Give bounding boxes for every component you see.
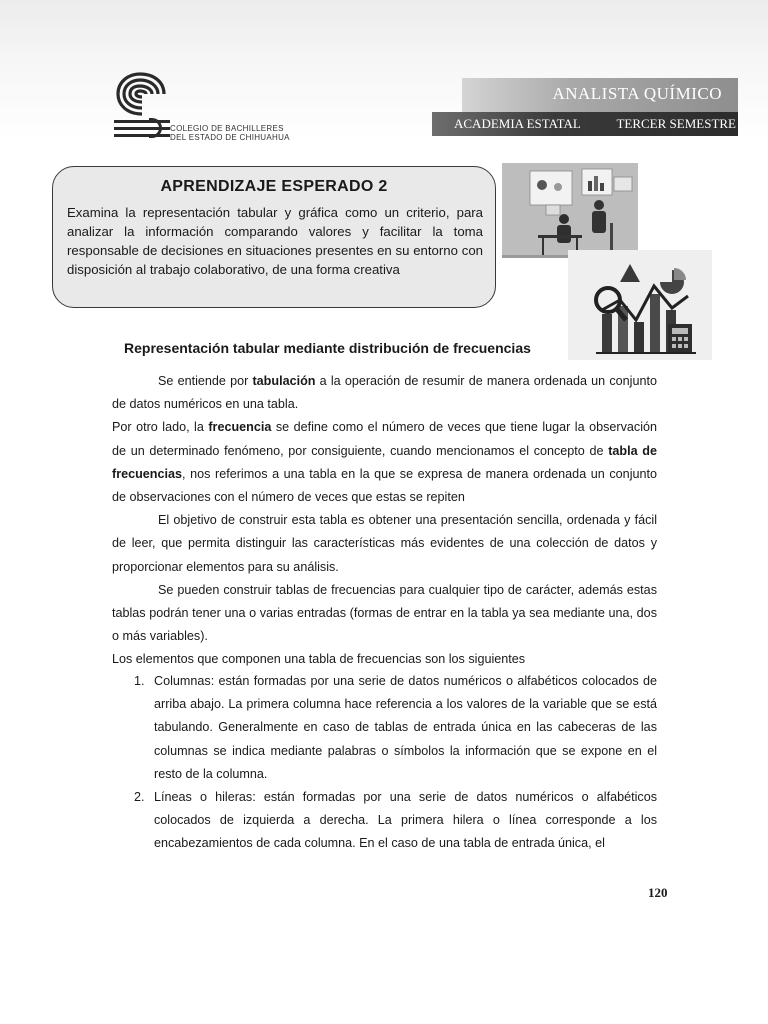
banner-title: ANALISTA QUÍMICO xyxy=(552,84,722,103)
paragraph-frecuencia: Por otro lado, la frecuencia se define como el número de veces que tiene lugar la observación de un determinado fenómeno, por consiguiente, cuando mencionamos el concepto de tabla de frecuencias, nos referimos a una tabla en la que se expresa de manera ordenada un conjunto de observaciones con el número de veces que estas se repiten xyxy=(112,420,657,505)
header-banner xyxy=(432,78,738,138)
analytics-illustration xyxy=(568,250,712,360)
list-item xyxy=(124,670,657,786)
list-item-number: 1. xyxy=(134,674,145,688)
learning-outcome-title: APRENDIZAJE ESPERADO 2 xyxy=(160,178,388,195)
banner-academia: ACADEMIA ESTATAL xyxy=(454,116,581,131)
list-item-text: Líneas o hileras: están formadas por una serie de datos numéricos o alfabéticos colocados de izquierda a derecha. La primera hilera o línea corresponde a los encabezamientos de cada columna. En el caso de una tabla de entrada única, el xyxy=(154,790,657,851)
list-item xyxy=(124,786,657,856)
institution-name xyxy=(170,124,290,142)
institution-line-2: DEL ESTADO DE CHIHUAHUA xyxy=(170,133,290,142)
banner-semestre: TERCER SEMESTRE xyxy=(616,116,736,131)
learning-outcome-box xyxy=(52,166,496,308)
list-item-number: 2. xyxy=(134,790,145,805)
body-text xyxy=(112,370,657,648)
banner-bottom-bar xyxy=(432,112,738,136)
learning-outcome-text: Examina la representación tabular y gráfica como un criterio, para analizar la información comparando valores y facilitar la toma responsable de decisiones en situaciones presentes en su entorno con disposición al trabajo colaborativo, de una forma creativa xyxy=(67,205,483,277)
institution-logo-icon xyxy=(112,70,172,142)
paragraph-construir: Se pueden construir tablas de frecuencias para cualquier tipo de carácter, además estas tablas podrán tener una o varias entradas (formas de entrar en la tabla ya sea mediante una, dos o más variables). xyxy=(112,582,657,644)
institution-line-1: COLEGIO DE BACHILLERES xyxy=(170,124,284,133)
list-item-text: Columnas: están formadas por una serie de datos numéricos o alfabéticos colocados de arriba abajo. La primera columna hace referencia a los valores de la variable que se está tabulando. Generalmente en caso de tablas de entrada única en las cabeceras de las columnas se indica mediante palabras o símbolos la información que se expone en el resto de la columna. xyxy=(154,674,657,781)
paragraph-objetivo: El objetivo de construir esta tabla es obtener una presentación sencilla, ordenada y fácil de leer, que permita distinguir las características más evidentes de una colección de datos y proporcionar elementos para su análisis. xyxy=(112,513,657,574)
paragraph-tabulacion: Se entiende por tabulación a la operación de resumir de manera ordenada un conjunto de datos numéricos en una tabla. xyxy=(112,374,657,412)
elements-list xyxy=(124,670,657,856)
presentation-illustration xyxy=(502,163,638,258)
paragraph-elementos: Los elementos que componen una tabla de frecuencias son los siguientes xyxy=(112,652,526,666)
banner-top-bar xyxy=(462,78,738,112)
page-number: 120 xyxy=(648,885,668,900)
section-title: Representación tabular mediante distribución de frecuencias xyxy=(124,340,531,356)
